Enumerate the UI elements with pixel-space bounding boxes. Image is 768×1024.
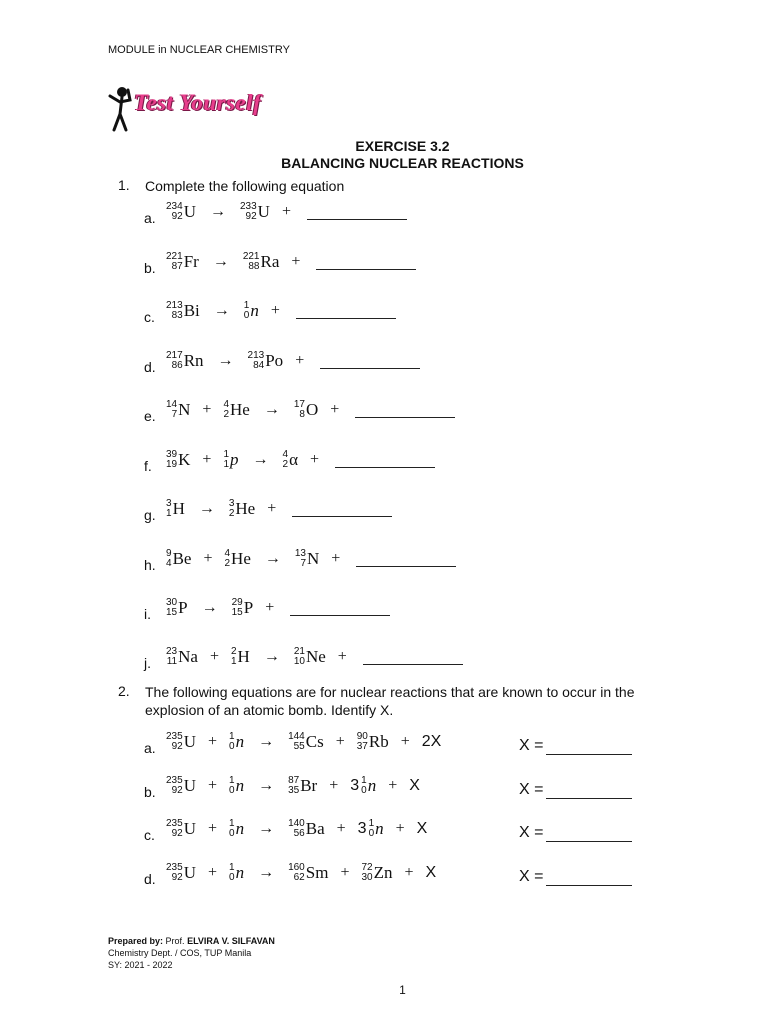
plus-sign: +: [309, 451, 320, 468]
mass-number: 3: [166, 498, 172, 509]
atomic-number: 0: [361, 785, 367, 796]
plus-sign: +: [267, 500, 277, 517]
nuclide-he4: [224, 549, 250, 569]
plus-sign: +: [291, 253, 301, 270]
q1-item-equation: [166, 351, 420, 371]
q2-item-letter: c.: [144, 827, 155, 843]
q1-item-letter: d.: [144, 359, 156, 375]
coefficient: 2X: [421, 733, 442, 750]
element-symbol: n: [235, 776, 245, 795]
nuclide-p1: [223, 450, 238, 470]
atomic-number: 92: [171, 828, 183, 839]
element-symbol: Ba: [305, 819, 325, 838]
x-answer: [519, 824, 632, 842]
atomic-number: 10: [293, 656, 305, 667]
reaction-arrow: →: [264, 550, 281, 567]
reaction-arrow: →: [252, 451, 269, 468]
reaction-arrow: →: [258, 777, 275, 794]
atomic-number: 92: [245, 211, 257, 222]
q1-item-letter: b.: [144, 260, 156, 276]
plus-sign: +: [270, 302, 280, 319]
atomic-number: 19: [166, 459, 178, 470]
mass-number: 39: [166, 449, 178, 460]
element-symbol: Br: [300, 776, 318, 795]
atomic-number: 11: [166, 656, 178, 667]
atomic-number: 88: [248, 261, 260, 272]
nuclide-n1: [229, 819, 244, 839]
atomic-number: 15: [231, 607, 243, 618]
reaction-arrow: →: [213, 302, 230, 319]
mass-number: 87: [288, 775, 300, 786]
nuclide-he4: [223, 400, 249, 420]
atomic-number: 92: [171, 741, 183, 752]
element-symbol: Bi: [183, 301, 200, 320]
nuclide-o17: [294, 400, 318, 420]
q1-item-letter: i.: [144, 606, 151, 622]
nuclide-n13: [295, 549, 319, 569]
x-label: X =: [519, 868, 544, 885]
element-symbol: Na: [178, 647, 198, 666]
nuclide-be9: [166, 549, 191, 569]
plus-sign: +: [295, 352, 305, 369]
x-answer-blank[interactable]: [546, 740, 632, 755]
nuclide-p30: [166, 598, 188, 618]
q2-item-letter: a.: [144, 740, 156, 756]
q1-item-letter: a.: [144, 210, 156, 226]
answer-blank[interactable]: [292, 502, 392, 517]
atomic-number: 0: [229, 828, 235, 839]
module-header: MODULE in NUCLEAR CHEMISTRY: [108, 44, 290, 56]
plus-sign: +: [335, 733, 345, 750]
nuclide-br87: [288, 776, 317, 796]
nuclide-u234: [166, 202, 196, 222]
q2-item-equation: [166, 863, 438, 883]
nuclide-u235: [166, 776, 196, 796]
atomic-number: 35: [288, 785, 300, 796]
x-answer: [519, 868, 632, 886]
nuclide-n1: [244, 301, 259, 321]
mass-number: 1: [368, 818, 375, 829]
mass-number: 2: [230, 646, 237, 657]
mass-number: 23: [166, 646, 178, 657]
test-yourself-logo: [104, 84, 294, 136]
mass-number: 1: [229, 775, 235, 786]
nuclide-rb90: [357, 732, 389, 752]
plus-sign: +: [207, 864, 217, 881]
q2-item-equation: [166, 776, 422, 796]
element-symbol: U: [183, 863, 196, 882]
mass-number: 3: [228, 498, 235, 509]
q1-item-equation: [166, 202, 407, 222]
element-symbol: n: [375, 819, 384, 838]
element-symbol: He: [231, 549, 251, 568]
exercise-subtitle: BALANCING NUCLEAR REACTIONS: [281, 155, 524, 171]
mass-number: 21: [293, 646, 305, 657]
reaction-arrow: →: [263, 401, 280, 418]
atomic-number: 30: [361, 872, 373, 883]
nuclide-zn72: [361, 863, 392, 883]
q1-item-equation: [166, 549, 456, 569]
element-symbol: Zn: [373, 863, 393, 882]
atomic-number: 2: [282, 459, 289, 470]
q2-item-equation: [166, 819, 429, 839]
atomic-number: 0: [229, 785, 235, 796]
coefficient: 3: [350, 777, 360, 794]
plus-sign: +: [202, 451, 212, 468]
x-answer-blank[interactable]: [546, 784, 632, 799]
element-symbol: Rb: [368, 732, 389, 751]
plus-sign: +: [337, 648, 347, 665]
unknown-x: X: [409, 777, 420, 794]
nuclide-alpha4: [283, 450, 298, 470]
atomic-number: 0: [229, 741, 235, 752]
nuclide-ra221: [243, 252, 280, 272]
stick-figure-icon: [104, 84, 138, 136]
atomic-number: 87: [171, 261, 183, 272]
mass-number: 140: [288, 818, 305, 829]
nuclide-sm160: [288, 863, 328, 883]
reaction-arrow: →: [258, 733, 275, 750]
element-symbol: K: [178, 450, 191, 469]
element-symbol: n: [235, 732, 245, 751]
nuclide-ba140: [288, 819, 325, 839]
prof-title: Prof.: [165, 936, 185, 946]
nuclide-k39: [166, 450, 190, 470]
atomic-number: 92: [171, 211, 183, 222]
atomic-number: 0: [229, 872, 235, 883]
atomic-number: 2: [223, 409, 229, 420]
plus-sign: +: [265, 599, 275, 616]
nuclide-h3: [166, 499, 185, 519]
element-symbol: Cs: [305, 732, 324, 751]
nuclide-u235: [166, 863, 196, 883]
plus-sign: +: [207, 733, 217, 750]
question-2-text: The following equations are for nuclear reactions that are known to occur in the explosion of an atomic bomb. Identify X.: [145, 684, 635, 718]
nuclide-h2: [231, 647, 250, 667]
mass-number: 4: [223, 399, 229, 410]
element-symbol: α: [289, 450, 298, 469]
plus-sign: +: [202, 401, 212, 418]
q1-item-equation: [166, 499, 392, 519]
element-symbol: H: [237, 647, 250, 666]
element-symbol: He: [235, 499, 256, 518]
plus-sign: +: [209, 648, 219, 665]
mass-number: 1: [243, 300, 250, 311]
q1-item-equation: [166, 598, 390, 618]
page-number: 1: [399, 983, 406, 997]
atomic-number: 92: [171, 785, 183, 796]
atomic-number: 0: [368, 828, 375, 839]
mass-number: 29: [231, 597, 243, 608]
element-symbol: Rn: [183, 351, 204, 370]
x-answer-blank[interactable]: [546, 827, 632, 842]
mass-number: 1: [229, 818, 235, 829]
element-symbol: U: [257, 202, 270, 221]
nuclide-u235: [166, 732, 196, 752]
atomic-number: 7: [300, 558, 306, 569]
x-label: X =: [519, 737, 544, 754]
element-symbol: H: [172, 499, 185, 518]
unknown-x: X: [416, 820, 428, 837]
q2-item-letter: d.: [144, 871, 156, 887]
mass-number: 144: [288, 731, 305, 742]
nuclide-n1: [369, 819, 384, 839]
element-symbol: P: [178, 598, 188, 617]
nuclide-po213: [248, 351, 284, 371]
nuclide-n1: [361, 776, 376, 796]
mass-number: 217: [166, 350, 183, 361]
reaction-arrow: →: [258, 864, 275, 881]
plus-sign: +: [340, 864, 350, 881]
answer-blank[interactable]: [335, 453, 435, 468]
nuclide-rn217: [166, 351, 204, 371]
q1-item-equation: [166, 450, 435, 470]
mass-number: 213: [247, 350, 265, 361]
coefficient: 3: [357, 820, 367, 837]
atomic-number: 1: [223, 459, 229, 470]
plus-sign: +: [329, 777, 339, 794]
plus-sign: +: [207, 777, 217, 794]
answer-blank[interactable]: [356, 552, 456, 567]
element-symbol: Ne: [305, 647, 326, 666]
mass-number: 9: [166, 548, 172, 559]
atomic-number: 92: [171, 872, 183, 883]
q1-item-equation: [166, 400, 455, 420]
x-label: X =: [519, 824, 544, 841]
q1-item-equation: [166, 252, 416, 272]
atomic-number: 62: [293, 872, 305, 883]
nuclide-na23: [166, 647, 198, 667]
element-symbol: n: [235, 863, 245, 882]
element-symbol: U: [183, 732, 196, 751]
unknown-x: X: [425, 864, 437, 881]
element-symbol: Sm: [305, 863, 329, 882]
school-year: SY: 2021 - 2022: [108, 960, 173, 970]
mass-number: 1: [229, 862, 235, 873]
answer-blank[interactable]: [296, 304, 396, 319]
plus-sign: +: [281, 203, 291, 220]
x-answer: [519, 781, 632, 799]
mass-number: 234: [166, 201, 183, 212]
mass-number: 14: [166, 399, 178, 410]
plus-sign: +: [207, 820, 217, 837]
atomic-number: 2: [224, 558, 231, 569]
atomic-number: 86: [171, 360, 183, 371]
logo-text: Test Yourself: [134, 90, 262, 115]
mass-number: 1: [229, 731, 235, 742]
nuclide-fr221: [166, 252, 199, 272]
atomic-number: 15: [166, 607, 178, 618]
mass-number: 17: [293, 399, 305, 410]
element-symbol: p: [230, 450, 239, 469]
atomic-number: 2: [228, 508, 235, 519]
plus-sign: +: [400, 733, 410, 750]
atomic-number: 7: [171, 409, 178, 420]
prepared-label: Prepared by:: [108, 936, 164, 946]
q1-item-letter: h.: [144, 557, 156, 573]
plus-sign: +: [331, 550, 341, 567]
mass-number: 1: [223, 449, 229, 460]
reaction-arrow: →: [217, 352, 234, 369]
mass-number: 235: [166, 862, 183, 873]
nuclide-he3: [229, 499, 255, 519]
q2-item-equation: [166, 732, 443, 752]
answer-blank[interactable]: [363, 650, 463, 665]
atomic-number: 8: [299, 409, 305, 420]
element-symbol: P: [243, 598, 254, 617]
atomic-number: 84: [253, 360, 265, 371]
element-symbol: n: [235, 819, 245, 838]
nuclide-bi213: [166, 301, 200, 321]
mass-number: 235: [166, 731, 183, 742]
department: Chemistry Dept. / COS, TUP Manila: [108, 948, 252, 958]
element-symbol: Fr: [183, 252, 199, 271]
q1-item-letter: j.: [144, 655, 151, 671]
mass-number: 233: [239, 201, 257, 212]
plus-sign: +: [404, 864, 414, 881]
plus-sign: +: [395, 820, 405, 837]
mass-number: 213: [166, 300, 183, 311]
atomic-number: 83: [171, 310, 183, 321]
reaction-arrow: →: [198, 500, 215, 517]
element-symbol: Po: [265, 351, 284, 370]
x-label: X =: [519, 781, 544, 798]
x-answer-blank[interactable]: [546, 871, 632, 886]
atomic-number: 4: [166, 558, 172, 569]
mass-number: 1: [361, 775, 367, 786]
element-symbol: U: [183, 819, 196, 838]
answer-blank[interactable]: [316, 255, 416, 270]
exercise-title: EXERCISE 3.2: [355, 138, 450, 154]
footer: [108, 935, 275, 971]
nuclide-n1: [229, 863, 244, 883]
mass-number: 235: [166, 818, 183, 829]
nuclide-p29: [232, 598, 254, 618]
plus-sign: +: [336, 820, 346, 837]
question-2-number: 2.: [118, 683, 130, 699]
reaction-arrow: →: [263, 648, 280, 665]
reaction-arrow: →: [212, 253, 229, 270]
plus-sign: +: [330, 401, 340, 418]
answer-blank[interactable]: [355, 403, 455, 418]
atomic-number: 55: [293, 741, 305, 752]
nuclide-n14: [166, 400, 190, 420]
mass-number: 30: [166, 597, 178, 608]
mass-number: 221: [242, 251, 260, 262]
element-symbol: Ra: [260, 252, 280, 271]
nuclide-u233: [240, 202, 270, 222]
plus-sign: +: [388, 777, 398, 794]
q1-item-letter: f.: [144, 458, 152, 474]
question-1-number: 1.: [118, 177, 130, 193]
element-symbol: U: [183, 776, 196, 795]
reaction-arrow: →: [258, 820, 275, 837]
answer-blank[interactable]: [290, 601, 390, 616]
element-symbol: N: [178, 400, 191, 419]
mass-number: 4: [224, 548, 231, 559]
element-symbol: U: [183, 202, 196, 221]
nuclide-n1: [229, 732, 244, 752]
atomic-number: 1: [166, 508, 172, 519]
q2-item-letter: b.: [144, 784, 156, 800]
element-symbol: n: [367, 776, 377, 795]
element-symbol: O: [305, 400, 319, 419]
answer-blank[interactable]: [307, 205, 407, 220]
q1-item-letter: g.: [144, 507, 156, 523]
mass-number: 13: [294, 548, 306, 559]
q1-item-equation: [166, 647, 463, 667]
reaction-arrow: →: [201, 599, 218, 616]
nuclide-u235: [166, 819, 196, 839]
q1-item-equation: [166, 301, 396, 321]
atomic-number: 56: [293, 828, 305, 839]
mass-number: 4: [282, 449, 289, 460]
mass-number: 90: [356, 731, 368, 742]
plus-sign: +: [203, 550, 213, 567]
author-name: ELVIRA V. SILFAVAN: [187, 936, 275, 946]
element-symbol: He: [230, 400, 250, 419]
q1-item-letter: e.: [144, 408, 156, 424]
x-answer: [519, 737, 632, 755]
element-symbol: n: [250, 301, 259, 320]
nuclide-ne21: [294, 647, 326, 667]
q1-item-letter: c.: [144, 309, 155, 325]
atomic-number: 0: [243, 310, 250, 321]
reaction-arrow: →: [209, 203, 226, 220]
atomic-number: 1: [230, 656, 237, 667]
atomic-number: 37: [356, 741, 368, 752]
element-symbol: N: [307, 549, 320, 568]
mass-number: 160: [288, 862, 305, 873]
mass-number: 235: [166, 775, 183, 786]
nuclide-n1: [229, 776, 244, 796]
answer-blank[interactable]: [320, 354, 420, 369]
element-symbol: Be: [172, 549, 192, 568]
mass-number: 72: [361, 862, 373, 873]
nuclide-cs144: [288, 732, 324, 752]
mass-number: 221: [166, 251, 183, 262]
question-1-text: Complete the following equation: [145, 178, 345, 194]
